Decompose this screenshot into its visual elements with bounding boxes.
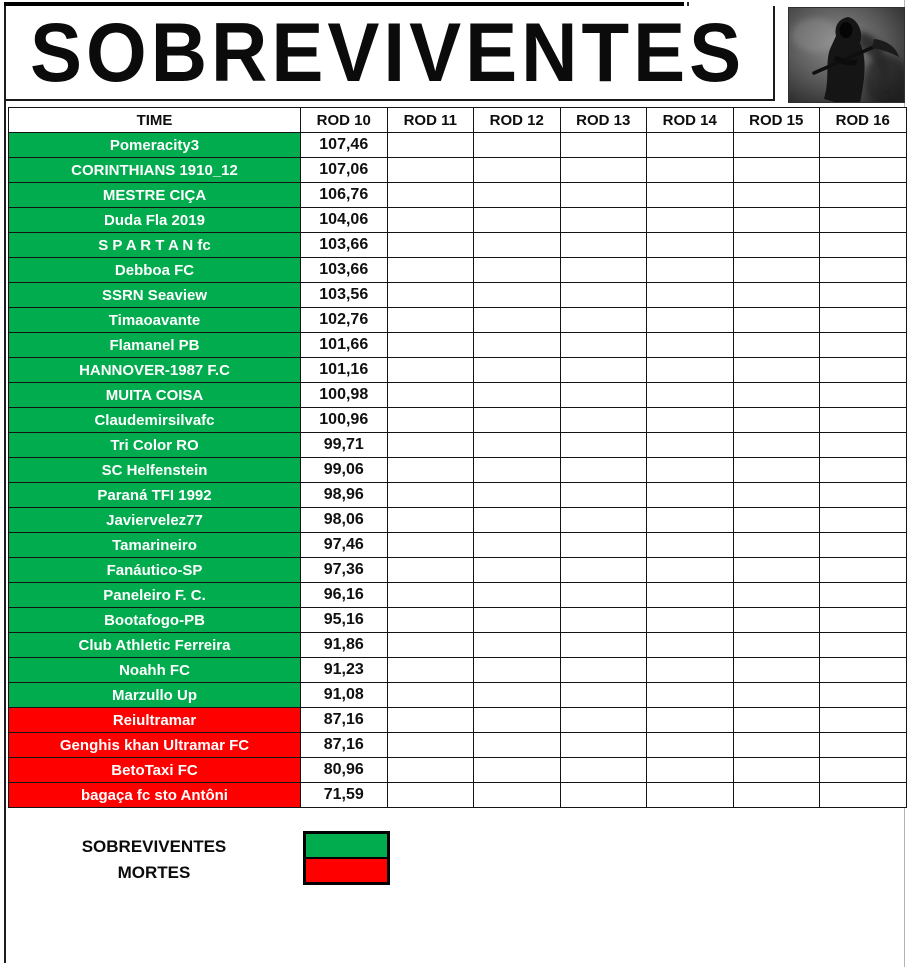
empty-cell[interactable] [560,133,647,158]
empty-cell[interactable] [733,783,820,808]
empty-cell[interactable] [647,358,734,383]
table-row [9,608,907,633]
empty-cell[interactable] [820,458,907,483]
team-cell[interactable]: Timaoavante [9,308,301,333]
empty-cell[interactable] [474,308,561,333]
rod10-value-cell[interactable]: 106,76 [301,183,388,208]
empty-cell[interactable] [647,333,734,358]
table-row [9,758,907,783]
empty-cell[interactable] [560,608,647,633]
grim-reaper-image [788,7,905,103]
empty-cell[interactable] [733,208,820,233]
table-row [9,158,907,183]
empty-cell[interactable] [474,358,561,383]
empty-cell[interactable] [647,533,734,558]
empty-cell[interactable] [560,383,647,408]
empty-cell[interactable] [733,633,820,658]
empty-cell[interactable] [733,283,820,308]
rod10-value-cell[interactable]: 107,46 [301,133,388,158]
empty-cell[interactable] [820,233,907,258]
empty-cell[interactable] [820,558,907,583]
table-row [9,583,907,608]
team-cell[interactable]: Duda Fla 2019 [9,208,301,233]
team-cell[interactable]: Noahh FC [9,658,301,683]
empty-cell[interactable] [733,133,820,158]
team-cell[interactable]: BetoTaxi FC [9,758,301,783]
column-header-rod-16[interactable]: ROD 16 [820,108,907,133]
rod10-value-cell[interactable]: 104,06 [301,208,388,233]
rod10-value-cell[interactable]: 103,66 [301,258,388,283]
rod10-value-cell[interactable]: 87,16 [301,708,388,733]
empty-cell[interactable] [387,433,474,458]
empty-cell[interactable] [733,583,820,608]
legend-swatch-deaths[interactable] [306,859,387,882]
empty-cell[interactable] [474,758,561,783]
rod10-value-cell[interactable]: 71,59 [301,783,388,808]
empty-cell[interactable] [387,133,474,158]
empty-cell[interactable] [387,533,474,558]
empty-cell[interactable] [387,183,474,208]
empty-cell[interactable] [387,758,474,783]
table-row [9,258,907,283]
team-cell[interactable]: bagaça fc sto Antôni [9,783,301,808]
table-row [9,333,907,358]
empty-cell[interactable] [474,383,561,408]
rod10-value-cell[interactable]: 91,08 [301,683,388,708]
empty-cell[interactable] [820,658,907,683]
empty-cell[interactable] [474,683,561,708]
table-row [9,408,907,433]
empty-cell[interactable] [647,658,734,683]
empty-cell[interactable] [474,183,561,208]
empty-cell[interactable] [647,633,734,658]
empty-cell[interactable] [647,433,734,458]
empty-cell[interactable] [820,783,907,808]
rod10-value-cell[interactable]: 97,46 [301,533,388,558]
empty-cell[interactable] [560,483,647,508]
empty-cell[interactable] [647,708,734,733]
empty-cell[interactable] [474,433,561,458]
table-row [9,658,907,683]
table-row [9,708,907,733]
team-cell[interactable]: MUITA COISA [9,383,301,408]
rod10-value-cell[interactable]: 107,06 [301,158,388,183]
team-cell[interactable]: SSRN Seaview [9,283,301,308]
empty-cell[interactable] [387,258,474,283]
empty-cell[interactable] [560,183,647,208]
empty-cell[interactable] [820,158,907,183]
empty-cell[interactable] [733,658,820,683]
table-row [9,483,907,508]
empty-cell[interactable] [560,233,647,258]
table-row [9,683,907,708]
column-header-rod-12[interactable]: ROD 12 [474,108,561,133]
empty-cell[interactable] [820,508,907,533]
rod10-value-cell[interactable]: 99,71 [301,433,388,458]
empty-cell[interactable] [560,533,647,558]
empty-cell[interactable] [647,733,734,758]
empty-cell[interactable] [387,308,474,333]
empty-cell[interactable] [820,358,907,383]
empty-cell[interactable] [474,333,561,358]
empty-cell[interactable] [647,783,734,808]
empty-cell[interactable] [560,508,647,533]
empty-cell[interactable] [387,733,474,758]
column-header-rod-11[interactable]: ROD 11 [387,108,474,133]
column-header-rod-14[interactable]: ROD 14 [647,108,734,133]
rod10-value-cell[interactable]: 91,23 [301,658,388,683]
empty-cell[interactable] [560,158,647,183]
empty-cell[interactable] [733,433,820,458]
team-cell[interactable]: Bootafogo-PB [9,608,301,633]
empty-cell[interactable] [647,458,734,483]
empty-cell[interactable] [387,583,474,608]
page-title: SOBREVIVENTES [30,4,746,100]
empty-cell[interactable] [733,758,820,783]
empty-cell[interactable] [820,433,907,458]
empty-cell[interactable] [560,633,647,658]
empty-cell[interactable] [474,533,561,558]
rod10-value-cell[interactable]: 91,86 [301,633,388,658]
team-cell[interactable]: Debboa FC [9,258,301,283]
empty-cell[interactable] [474,233,561,258]
empty-cell[interactable] [820,758,907,783]
empty-cell[interactable] [820,133,907,158]
empty-cell[interactable] [387,558,474,583]
empty-cell[interactable] [647,158,734,183]
empty-cell[interactable] [474,658,561,683]
empty-cell[interactable] [733,158,820,183]
empty-cell[interactable] [647,508,734,533]
empty-cell[interactable] [820,208,907,233]
empty-cell[interactable] [647,308,734,333]
empty-cell[interactable] [733,308,820,333]
empty-cell[interactable] [387,508,474,533]
legend-label-deaths[interactable]: MORTES [117,863,191,882]
empty-cell[interactable] [474,133,561,158]
table-row [9,233,907,258]
empty-cell[interactable] [647,758,734,783]
rod10-value-cell[interactable]: 98,96 [301,483,388,508]
column-header-rod-15[interactable]: ROD 15 [733,108,820,133]
empty-cell[interactable] [387,333,474,358]
empty-cell[interactable] [733,683,820,708]
empty-cell[interactable] [387,358,474,383]
empty-cell[interactable] [474,583,561,608]
team-cell[interactable]: Claudemirsilvafc [9,408,301,433]
rod10-value-cell[interactable]: 97,36 [301,558,388,583]
empty-cell[interactable] [387,708,474,733]
empty-cell[interactable] [474,558,561,583]
empty-cell[interactable] [647,383,734,408]
table-row [9,283,907,308]
table-row [9,183,907,208]
legend-swatch-survivors[interactable] [306,834,387,859]
team-cell[interactable]: Tamarineiro [9,533,301,558]
empty-cell[interactable] [387,683,474,708]
table-row [9,433,907,458]
scores-table [8,107,907,808]
empty-cell[interactable] [560,433,647,458]
empty-cell[interactable] [733,608,820,633]
empty-cell[interactable] [733,408,820,433]
grim-reaper-icon [788,7,905,103]
empty-cell[interactable] [733,708,820,733]
empty-cell[interactable] [820,733,907,758]
empty-cell[interactable] [560,283,647,308]
empty-cell[interactable] [733,383,820,408]
empty-cell[interactable] [820,683,907,708]
table-row [9,133,907,158]
empty-cell[interactable] [387,408,474,433]
empty-cell[interactable] [387,783,474,808]
column-header-rod-10[interactable]: ROD 10 [301,108,388,133]
rod10-value-cell[interactable]: 101,66 [301,333,388,358]
empty-cell[interactable] [733,733,820,758]
empty-cell[interactable] [820,308,907,333]
empty-cell[interactable] [733,483,820,508]
empty-cell[interactable] [647,233,734,258]
table-row [9,558,907,583]
team-cell[interactable]: Reiultramar [9,708,301,733]
empty-cell[interactable] [560,258,647,283]
empty-cell[interactable] [647,408,734,433]
empty-cell[interactable] [560,308,647,333]
team-cell[interactable]: MESTRE CIÇA [9,183,301,208]
rod10-value-cell[interactable]: 100,96 [301,408,388,433]
empty-cell[interactable] [474,208,561,233]
empty-cell[interactable] [647,683,734,708]
empty-cell[interactable] [820,408,907,433]
empty-cell[interactable] [474,733,561,758]
empty-cell[interactable] [474,458,561,483]
sheet-left-border [4,2,6,963]
empty-cell[interactable] [560,758,647,783]
empty-cell[interactable] [560,208,647,233]
rod10-value-cell[interactable]: 80,96 [301,758,388,783]
empty-cell[interactable] [387,483,474,508]
table-row [9,208,907,233]
empty-cell[interactable] [647,208,734,233]
empty-cell[interactable] [474,608,561,633]
rod10-value-cell[interactable]: 98,06 [301,508,388,533]
team-cell[interactable]: Javiervelez77 [9,508,301,533]
legend-label-survivors[interactable]: SOBREVIVENTES [81,837,227,856]
empty-cell[interactable] [647,558,734,583]
team-cell[interactable]: Club Athletic Ferreira [9,633,301,658]
team-cell[interactable]: Fanáutico-SP [9,558,301,583]
team-cell[interactable]: Paraná TFI 1992 [9,483,301,508]
empty-cell[interactable] [647,133,734,158]
table-row [9,358,907,383]
empty-cell[interactable] [820,483,907,508]
empty-cell[interactable] [387,658,474,683]
rod10-value-cell[interactable]: 102,76 [301,308,388,333]
empty-cell[interactable] [387,208,474,233]
empty-cell[interactable] [474,708,561,733]
team-cell[interactable]: Pomeracity3 [9,133,301,158]
empty-cell[interactable] [474,283,561,308]
empty-cell[interactable] [560,658,647,683]
table-row [9,508,907,533]
empty-cell[interactable] [647,183,734,208]
empty-cell[interactable] [560,458,647,483]
empty-cell[interactable] [647,483,734,508]
empty-cell[interactable] [647,608,734,633]
empty-cell[interactable] [387,233,474,258]
team-cell[interactable]: S P A R T A N fc [9,233,301,258]
team-cell[interactable]: Paneleiro F. C. [9,583,301,608]
empty-cell[interactable] [820,608,907,633]
column-header-rod-13[interactable]: ROD 13 [560,108,647,133]
empty-cell[interactable] [733,233,820,258]
empty-cell[interactable] [733,183,820,208]
empty-cell[interactable] [560,558,647,583]
empty-cell[interactable] [647,283,734,308]
empty-cell[interactable] [474,408,561,433]
table-row [9,733,907,758]
empty-cell[interactable] [387,383,474,408]
empty-cell[interactable] [820,283,907,308]
rod10-value-cell[interactable]: 101,16 [301,358,388,383]
empty-cell[interactable] [474,258,561,283]
team-cell[interactable]: HANNOVER-1987 F.C [9,358,301,383]
team-cell[interactable]: Genghis khan Ultramar FC [9,733,301,758]
header-row [9,108,907,133]
legend [8,834,300,886]
empty-cell[interactable] [560,708,647,733]
empty-cell[interactable] [387,158,474,183]
team-cell[interactable]: SC Helfenstein [9,458,301,483]
rod10-value-cell[interactable]: 100,98 [301,383,388,408]
empty-cell[interactable] [820,583,907,608]
empty-cell[interactable] [733,258,820,283]
team-cell[interactable]: Tri Color RO [9,433,301,458]
table-row [9,783,907,808]
empty-cell[interactable] [560,583,647,608]
empty-cell[interactable] [647,583,734,608]
column-header-time[interactable]: TIME [9,108,301,133]
empty-cell[interactable] [820,258,907,283]
empty-cell[interactable] [560,733,647,758]
empty-cell[interactable] [820,333,907,358]
empty-cell[interactable] [820,383,907,408]
empty-cell[interactable] [387,608,474,633]
team-cell[interactable]: CORINTHIANS 1910_12 [9,158,301,183]
empty-cell[interactable] [560,333,647,358]
title-cell[interactable] [6,6,775,101]
team-cell[interactable]: Flamanel PB [9,333,301,358]
empty-cell[interactable] [474,633,561,658]
table-row [9,633,907,658]
empty-cell[interactable] [560,408,647,433]
table-row [9,533,907,558]
rod10-value-cell[interactable]: 96,16 [301,583,388,608]
empty-cell[interactable] [733,333,820,358]
table-row [9,383,907,408]
table-row [9,308,907,333]
rod10-value-cell[interactable]: 99,06 [301,458,388,483]
team-cell[interactable]: Marzullo Up [9,683,301,708]
empty-cell[interactable] [733,533,820,558]
rod10-value-cell[interactable]: 103,66 [301,233,388,258]
empty-cell[interactable] [820,183,907,208]
table-row [9,458,907,483]
empty-cell[interactable] [474,158,561,183]
legend-swatch [303,831,390,885]
empty-cell[interactable] [560,683,647,708]
empty-cell[interactable] [820,633,907,658]
empty-cell[interactable] [733,358,820,383]
empty-cell[interactable] [820,533,907,558]
empty-cell[interactable] [474,508,561,533]
rod10-value-cell[interactable]: 87,16 [301,733,388,758]
empty-cell[interactable] [733,558,820,583]
empty-cell[interactable] [474,483,561,508]
rod10-value-cell[interactable]: 95,16 [301,608,388,633]
empty-cell[interactable] [820,708,907,733]
empty-cell[interactable] [387,283,474,308]
empty-cell[interactable] [387,458,474,483]
empty-cell[interactable] [387,633,474,658]
rod10-value-cell[interactable]: 103,56 [301,283,388,308]
empty-cell[interactable] [733,458,820,483]
empty-cell[interactable] [733,508,820,533]
empty-cell[interactable] [474,783,561,808]
empty-cell[interactable] [560,358,647,383]
empty-cell[interactable] [560,783,647,808]
empty-cell[interactable] [647,258,734,283]
